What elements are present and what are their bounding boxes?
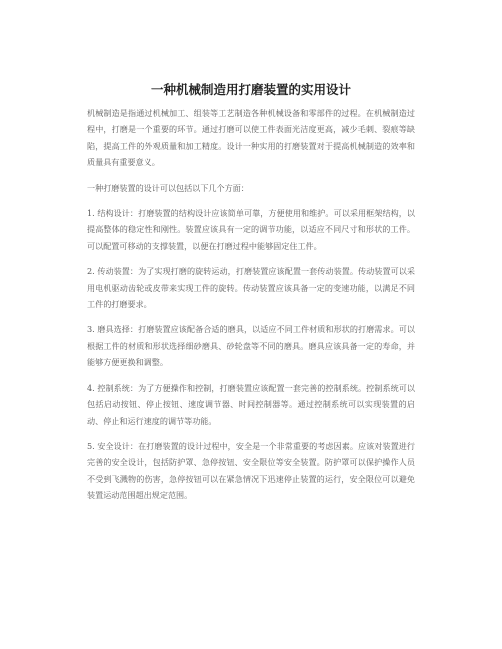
safety-design-paragraph: 5. 安全设计：在打磨装置的设计过程中，安全是一个非常重要的考虑因素。应该对装置进行完善的安全设计，包括防护罩、急停按钮、安全限位等安全装置。防护罩可以保护操作人员不受到飞溅物的伤害，急停按钮可以在紧急情况下迅速停止装置的运行，安全限位可以避免装置运动范围超出规定范围。	[87, 440, 415, 501]
control-system-paragraph: 4. 控制系统：为了方便操作和控制，打磨装置应该配置一套完善的控制系统。控制系统可以包括启动按钮、停止按钮、速度调节器、时间控制器等。通过控制系统可以实现装置的启动、停止和运行速度的调节等功能。	[87, 382, 415, 426]
structure-design-paragraph: 1. 结构设计：打磨装置的结构设计应该简单可靠，方便使用和维护。可以采用框架结构，以提高整体的稳定性和刚性。装置应该具有一定的调节功能，以适应不同尺寸和形状的工件。可以配置可移动的支撑装置，以便在打磨过程中能够固定住工件。	[87, 208, 415, 251]
document-body	[87, 105, 415, 513]
aspects-lead-paragraph: 一种打磨装置的设计可以包括以下几个方面：	[87, 182, 249, 193]
document-title: 一种机械制造用打磨装置的实用设计	[150, 82, 351, 97]
transmission-paragraph: 2. 传动装置：为了实现打磨的旋转运动，打磨装置应该配置一套传动装置。传动装置可以采用电机驱动齿轮或皮带来实现工件的旋转。传动装置应该具备一定的变速功能，以满足不同工件的打磨要求。	[87, 266, 415, 310]
intro-paragraph: 机械制造是指通过机械加工、组装等工艺制造各种机械设备和零部件的过程。在机械制造过程中，打磨是一个重要的环节。通过打磨可以使工件表面光洁度更高，减少毛刺、裂痕等缺陷，提高工件的外观质量和加工精度。设计一种实用的打磨装置对于提高机械制造的效率和质量具有重要意义。	[87, 108, 415, 168]
abrasive-selection-paragraph: 3. 磨具选择：打磨装置应该配备合适的磨具，以适应不同工件材质和形状的打磨需求。可以根据工件的材质和形状选择细砂磨具、砂轮盘等不同的磨具。磨具应该具备一定的寿命，并能够方便更换和调整。	[87, 324, 415, 368]
